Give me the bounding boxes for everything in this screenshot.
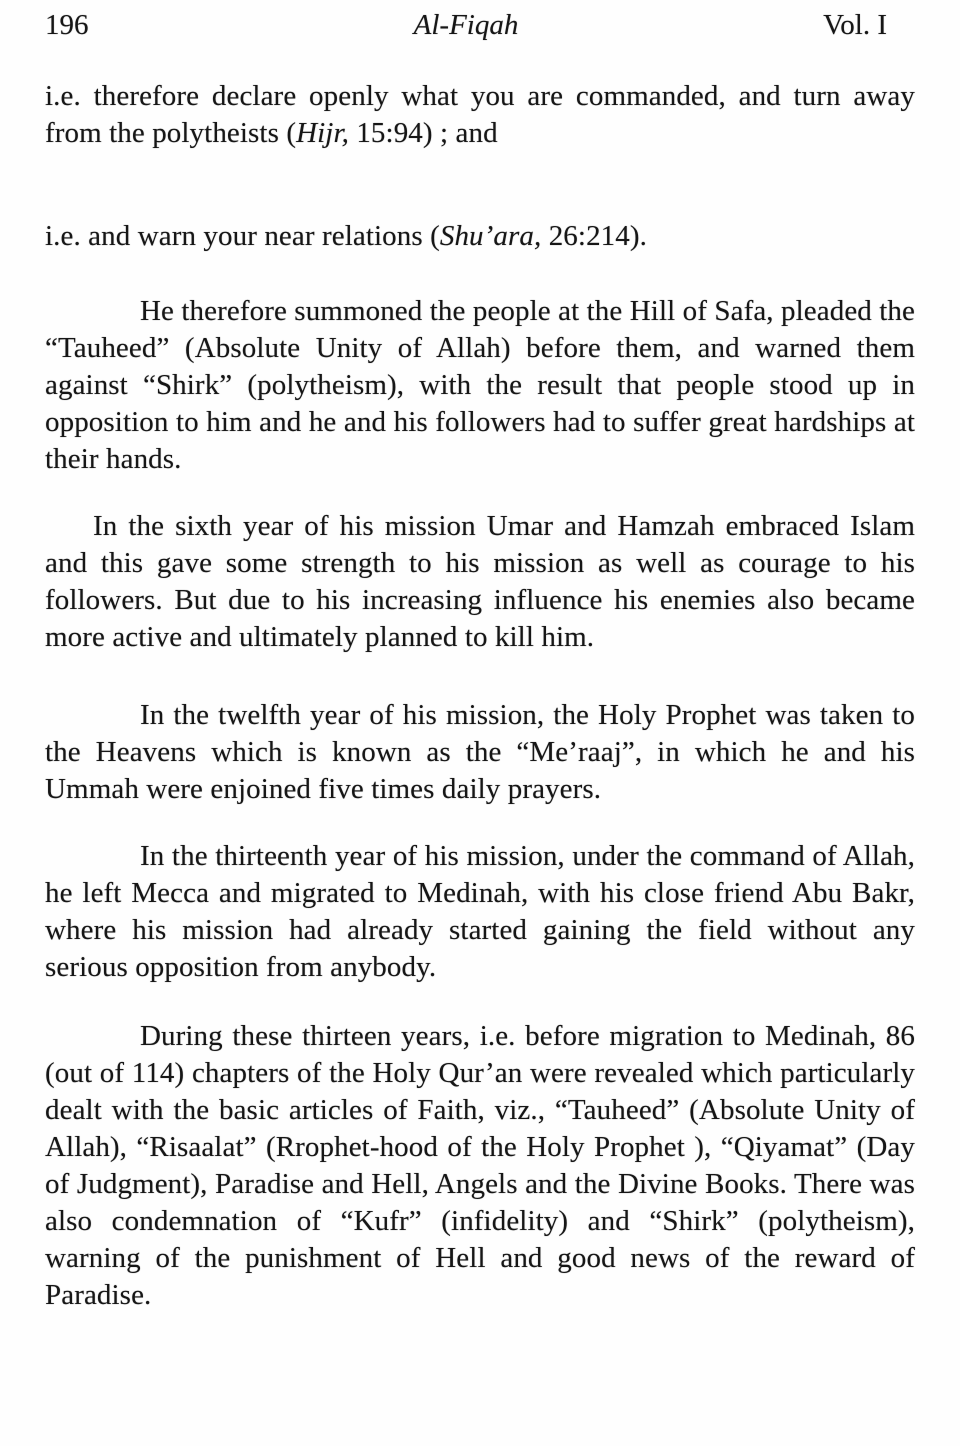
volume-label: Vol. I xyxy=(823,9,888,41)
paragraph-text: In the sixth year of his mission Umar and Hamzah embraced Islam and this gave some strength to his mission as well as courage to his followers. But due to his increasing influence his enemies also became more active and ultimately planned to kill him. xyxy=(45,510,915,653)
paragraph-text: In the thirteenth year of his mission, under the command of Allah, he left Mecca and migrated to Medinah, with his close friend Abu Bakr, where his mission had already started gaining the field without any serious opposition from anybody. xyxy=(45,840,915,983)
paragraph-hill-of-safa xyxy=(45,293,915,478)
paragraph-text: 26:214). xyxy=(541,220,647,252)
paragraph-text: 15:94) ; and xyxy=(348,117,498,149)
paragraph-twelfth-year xyxy=(45,697,915,808)
paragraph-thirteenth-year xyxy=(45,838,915,986)
surah-name-shuara: Shu’ara, xyxy=(439,220,542,252)
paragraph-text: In the twelfth year of his mission, the Holy Prophet was taken to the Heavens which is known as the “Me’raaj”, in which he and his Ummah were enjoined five times daily prayers. xyxy=(45,699,915,805)
paragraph-text: He therefore summoned the people at the Hill of Safa, pleaded the “Tauheed” (Absolute Unity of Allah) before them, and warned them against “Shirk” (polytheism), with the result that people stood up in opposition to him and he and his followers had to suffer great hardships at their hands. xyxy=(45,295,915,475)
book-title: Al-Fiqah xyxy=(413,9,519,41)
paragraph-text: i.e. and warn your near relations ( xyxy=(45,220,440,252)
paragraph-translation-shuara xyxy=(45,218,915,255)
surah-name-hijr: Hijr, xyxy=(296,117,349,149)
paragraph-translation-hijr xyxy=(45,78,915,152)
page-header xyxy=(45,6,915,44)
paragraph-text: i.e. therefore declare openly what you are commanded, and turn away from the polytheists ( xyxy=(45,80,915,149)
paragraph-thirteen-years-revelation xyxy=(45,1018,915,1314)
paragraph-sixth-year xyxy=(45,508,915,656)
paragraph-text: During these thirteen years, i.e. before migration to Medinah, 86 (out of 114) chapters of the Holy Qur’an were revealed which particularly dealt with the basic articles of Faith, viz., “Tauheed” (Absolute Unity of Allah), “Risaalat” (Rrophet-hood of the Holy Prophet ), “Qiyamat” (Day of Judgment), Paradise and Hell, Angels and the Divine Books. There was also condemnation of “Kufr” (infidelity) and “Shirk” (polytheism), warning of the punishment of Hell and good news of the reward of Paradise. xyxy=(45,1020,915,1311)
page-number: 196 xyxy=(45,9,89,41)
